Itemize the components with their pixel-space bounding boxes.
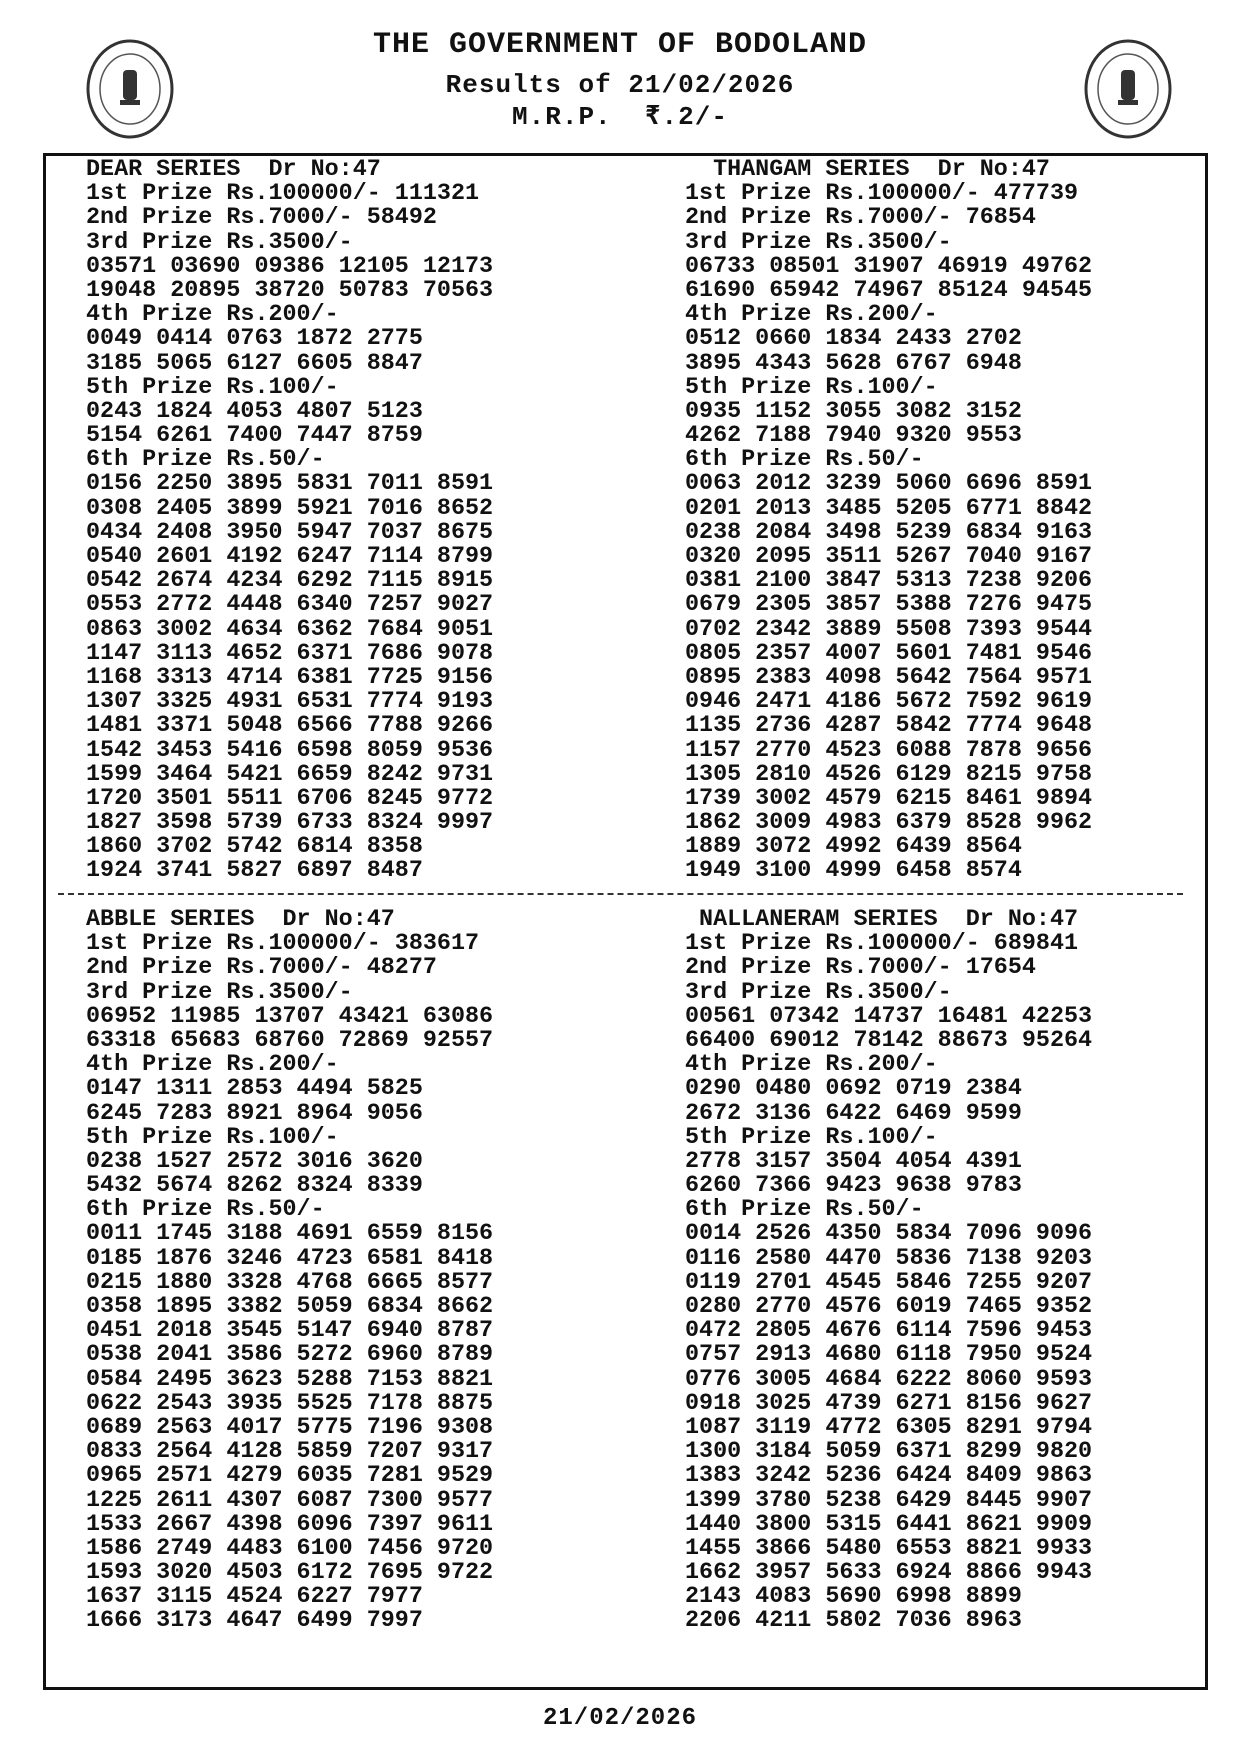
winning-numbers-row: 0553 2772 4448 6340 7257 9027 bbox=[86, 592, 494, 619]
prize-heading: 2nd Prize Rs.7000/- 48277 bbox=[86, 955, 437, 982]
winning-numbers-row: 4262 7188 7940 9320 9553 bbox=[685, 423, 1022, 450]
winning-numbers-row: 0946 2471 4186 5672 7592 9619 bbox=[685, 689, 1093, 716]
prize-heading: 1st Prize Rs.100000/- 111321 bbox=[86, 181, 480, 208]
winning-numbers-row: 5432 5674 8262 8324 8339 bbox=[86, 1173, 423, 1200]
winning-numbers-row: 0290 0480 0692 0719 2384 bbox=[685, 1076, 1022, 1103]
winning-numbers-row: 1300 3184 5059 6371 8299 9820 bbox=[685, 1439, 1093, 1466]
prize-heading: 3rd Prize Rs.3500/- bbox=[86, 229, 353, 256]
winning-numbers-row: 0381 2100 3847 5313 7238 9206 bbox=[685, 568, 1093, 595]
winning-numbers-row: 0540 2601 4192 6247 7114 8799 bbox=[86, 544, 494, 570]
prize-heading: 4th Prize Rs.200/- bbox=[685, 1052, 938, 1079]
winning-numbers-row: 3895 4343 5628 6767 6948 bbox=[685, 350, 1022, 377]
winning-numbers-row: 1666 3173 4647 6499 7997 bbox=[86, 1608, 423, 1635]
winning-numbers-row: 1307 3325 4931 6531 7774 9193 bbox=[86, 689, 494, 716]
series-header: NALLANERAM SERIES Dr No:47 bbox=[685, 907, 1079, 933]
winning-numbers-row: 0689 2563 4017 5775 7196 9308 bbox=[86, 1414, 494, 1441]
divider bbox=[58, 893, 1183, 895]
winning-numbers-row: 1542 3453 5416 6598 8059 9536 bbox=[86, 737, 494, 764]
prize-heading: 5th Prize Rs.100/- bbox=[86, 374, 339, 401]
winning-numbers-row: 0542 2674 4234 6292 7115 8915 bbox=[86, 568, 494, 595]
winning-numbers-row: 1599 3464 5421 6659 8242 9731 bbox=[86, 761, 494, 788]
winning-numbers-row: 0185 1876 3246 4723 6581 8418 bbox=[86, 1245, 494, 1272]
winning-numbers-row: 2143 4083 5690 6998 8899 bbox=[685, 1584, 1022, 1611]
series-block-nallaneram bbox=[685, 908, 1092, 1634]
winning-numbers-row: 0935 1152 3055 3082 3152 bbox=[685, 398, 1022, 425]
winning-numbers-row: 0238 2084 3498 5239 6834 9163 bbox=[685, 519, 1093, 546]
prize-heading: 6th Prize Rs.50/- bbox=[685, 447, 924, 474]
winning-numbers-row: 1440 3800 5315 6441 8621 9909 bbox=[685, 1511, 1093, 1538]
winning-numbers-row: 1924 3741 5827 6897 8487 bbox=[86, 858, 423, 885]
winning-numbers-row: 2778 3157 3504 4054 4391 bbox=[685, 1148, 1022, 1175]
winning-numbers-row: 06733 08501 31907 46919 49762 bbox=[685, 253, 1093, 280]
prize-heading: 1st Prize Rs.100000/- 477739 bbox=[685, 181, 1079, 208]
series-header: THANGAM SERIES Dr No:47 bbox=[685, 157, 1050, 183]
winning-numbers-row: 0472 2805 4676 6114 7596 9453 bbox=[685, 1318, 1093, 1345]
winning-numbers-row: 1481 3371 5048 6566 7788 9266 bbox=[86, 713, 494, 740]
winning-numbers-row: 0679 2305 3857 5388 7276 9475 bbox=[685, 592, 1093, 619]
winning-numbers-row: 0895 2383 4098 5642 7564 9571 bbox=[685, 664, 1093, 691]
winning-numbers-row: 1533 2667 4398 6096 7397 9611 bbox=[86, 1511, 494, 1538]
winning-numbers-row: 0918 3025 4739 6271 8156 9627 bbox=[685, 1390, 1093, 1417]
winning-numbers-row: 1739 3002 4579 6215 8461 9894 bbox=[685, 785, 1093, 812]
winning-numbers-row: 0238 1527 2572 3016 3620 bbox=[86, 1148, 423, 1175]
winning-numbers-row: 1455 3866 5480 6553 8821 9933 bbox=[685, 1535, 1093, 1562]
page-title: THE GOVERNMENT OF BODOLAND bbox=[372, 28, 868, 62]
prize-heading: 4th Prize Rs.200/- bbox=[86, 1052, 339, 1079]
prize-heading: 6th Prize Rs.50/- bbox=[685, 1197, 924, 1224]
prize-heading: 4th Prize Rs.200/- bbox=[86, 302, 339, 329]
prize-heading: 4th Prize Rs.200/- bbox=[685, 302, 938, 329]
winning-numbers-row: 1147 3113 4652 6371 7686 9078 bbox=[86, 640, 494, 667]
prize-heading: 1st Prize Rs.100000/- 383617 bbox=[86, 931, 480, 958]
winning-numbers-row: 0538 2041 3586 5272 6960 8789 bbox=[86, 1342, 494, 1369]
prize-heading: 6th Prize Rs.50/- bbox=[86, 447, 325, 474]
winning-numbers-row: 1135 2736 4287 5842 7774 9648 bbox=[685, 713, 1093, 740]
winning-numbers-row: 5154 6261 7400 7447 8759 bbox=[86, 423, 423, 450]
winning-numbers-row: 2672 3136 6422 6469 9599 bbox=[685, 1100, 1022, 1127]
winning-numbers-row: 2206 4211 5802 7036 8963 bbox=[685, 1608, 1022, 1635]
winning-numbers-row: 1399 3780 5238 6429 8445 9907 bbox=[685, 1487, 1093, 1514]
winning-numbers-row: 1827 3598 5739 6733 8324 9997 bbox=[86, 810, 494, 837]
winning-numbers-row: 0011 1745 3188 4691 6559 8156 bbox=[86, 1221, 494, 1248]
footer-date: 21/02/2026 bbox=[542, 1705, 698, 1732]
prize-heading: 3rd Prize Rs.3500/- bbox=[86, 979, 353, 1006]
winning-numbers-row: 0584 2495 3623 5288 7153 8821 bbox=[86, 1366, 494, 1393]
winning-numbers-row: 0451 2018 3545 5147 6940 8787 bbox=[86, 1318, 494, 1345]
prize-heading: 1st Prize Rs.100000/- 689841 bbox=[685, 931, 1079, 958]
winning-numbers-row: 1383 3242 5236 6424 8409 9863 bbox=[685, 1463, 1093, 1490]
series-header: DEAR SERIES Dr No:47 bbox=[86, 157, 381, 183]
series-block-abble bbox=[86, 908, 493, 1634]
winning-numbers-row: 1862 3009 4983 6379 8528 9962 bbox=[685, 810, 1093, 837]
winning-numbers-row: 0320 2095 3511 5267 7040 9167 bbox=[685, 544, 1093, 570]
winning-numbers-row: 1889 3072 4992 6439 8564 bbox=[685, 834, 1022, 861]
series-block-dear bbox=[86, 158, 493, 884]
winning-numbers-row: 0965 2571 4279 6035 7281 9529 bbox=[86, 1463, 494, 1490]
winning-numbers-row: 0243 1824 4053 4807 5123 bbox=[86, 398, 423, 425]
winning-numbers-row: 0049 0414 0763 1872 2775 bbox=[86, 326, 423, 353]
series-header: ABBLE SERIES Dr No:47 bbox=[86, 907, 395, 933]
winning-numbers-row: 1720 3501 5511 6706 8245 9772 bbox=[86, 785, 494, 812]
winning-numbers-row: 0308 2405 3899 5921 7016 8652 bbox=[86, 495, 494, 522]
winning-numbers-row: 0201 2013 3485 5205 6771 8842 bbox=[685, 495, 1093, 522]
winning-numbers-row: 66400 69012 78142 88673 95264 bbox=[685, 1027, 1093, 1054]
winning-numbers-row: 0805 2357 4007 5601 7481 9546 bbox=[685, 640, 1093, 667]
winning-numbers-row: 0358 1895 3382 5059 6834 8662 bbox=[86, 1294, 494, 1320]
winning-numbers-row: 0156 2250 3895 5831 7011 8591 bbox=[86, 471, 494, 498]
winning-numbers-row: 06952 11985 13707 43421 63086 bbox=[86, 1003, 494, 1030]
prize-heading: 6th Prize Rs.50/- bbox=[86, 1197, 325, 1224]
series-block-thangam bbox=[685, 158, 1092, 884]
winning-numbers-row: 1305 2810 4526 6129 8215 9758 bbox=[685, 761, 1093, 788]
winning-numbers-row: 0833 2564 4128 5859 7207 9317 bbox=[86, 1439, 494, 1466]
winning-numbers-row: 0757 2913 4680 6118 7950 9524 bbox=[685, 1342, 1093, 1369]
winning-numbers-row: 1593 3020 4503 6172 7695 9722 bbox=[86, 1560, 494, 1587]
winning-numbers-row: 0119 2701 4545 5846 7255 9207 bbox=[685, 1269, 1093, 1296]
winning-numbers-row: 00561 07342 14737 16481 42253 bbox=[685, 1003, 1093, 1030]
prize-heading: 5th Prize Rs.100/- bbox=[685, 1124, 938, 1151]
prize-heading: 2nd Prize Rs.7000/- 58492 bbox=[86, 205, 437, 232]
winning-numbers-row: 0116 2580 4470 5836 7138 9203 bbox=[685, 1245, 1093, 1272]
prize-heading: 5th Prize Rs.100/- bbox=[86, 1124, 339, 1151]
winning-numbers-row: 6260 7366 9423 9638 9783 bbox=[685, 1173, 1022, 1200]
winning-numbers-row: 3185 5065 6127 6605 8847 bbox=[86, 350, 423, 377]
winning-numbers-row: 6245 7283 8921 8964 9056 bbox=[86, 1100, 423, 1127]
winning-numbers-row: 03571 03690 09386 12105 12173 bbox=[86, 253, 494, 280]
prize-heading: 3rd Prize Rs.3500/- bbox=[685, 229, 952, 256]
winning-numbers-row: 61690 65942 74967 85124 94545 bbox=[685, 277, 1093, 304]
winning-numbers-row: 1225 2611 4307 6087 7300 9577 bbox=[86, 1487, 494, 1514]
winning-numbers-row: 0280 2770 4576 6019 7465 9352 bbox=[685, 1294, 1093, 1320]
winning-numbers-row: 0014 2526 4350 5834 7096 9096 bbox=[685, 1221, 1093, 1248]
prize-heading: 2nd Prize Rs.7000/- 17654 bbox=[685, 955, 1036, 982]
winning-numbers-row: 63318 65683 68760 72869 92557 bbox=[86, 1027, 494, 1054]
winning-numbers-row: 1949 3100 4999 6458 8574 bbox=[685, 858, 1022, 885]
prize-heading: 2nd Prize Rs.7000/- 76854 bbox=[685, 205, 1036, 232]
winning-numbers-row: 0215 1880 3328 4768 6665 8577 bbox=[86, 1269, 494, 1296]
winning-numbers-row: 0147 1311 2853 4494 5825 bbox=[86, 1076, 423, 1103]
winning-numbers-row: 1087 3119 4772 6305 8291 9794 bbox=[685, 1414, 1093, 1441]
winning-numbers-row: 1637 3115 4524 6227 7977 bbox=[86, 1584, 423, 1611]
winning-numbers-row: 1586 2749 4483 6100 7456 9720 bbox=[86, 1535, 494, 1562]
winning-numbers-row: 0434 2408 3950 5947 7037 8675 bbox=[86, 519, 494, 546]
winning-numbers-row: 1157 2770 4523 6088 7878 9656 bbox=[685, 737, 1093, 764]
winning-numbers-row: 0776 3005 4684 6222 8060 9593 bbox=[685, 1366, 1093, 1393]
winning-numbers-row: 0622 2543 3935 5525 7178 8875 bbox=[86, 1390, 494, 1417]
prize-heading: 5th Prize Rs.100/- bbox=[685, 374, 938, 401]
winning-numbers-row: 0063 2012 3239 5060 6696 8591 bbox=[685, 471, 1093, 498]
winning-numbers-row: 0863 3002 4634 6362 7684 9051 bbox=[86, 616, 494, 643]
results-date: Results of 21/02/2026 bbox=[445, 70, 795, 100]
winning-numbers-row: 0512 0660 1834 2433 2702 bbox=[685, 326, 1022, 353]
winning-numbers-row: 1662 3957 5633 6924 8866 9943 bbox=[685, 1560, 1093, 1587]
winning-numbers-row: 19048 20895 38720 50783 70563 bbox=[86, 277, 494, 304]
winning-numbers-row: 1860 3702 5742 6814 8358 bbox=[86, 834, 423, 861]
winning-numbers-row: 0702 2342 3889 5508 7393 9544 bbox=[685, 616, 1093, 643]
mrp-price: M.R.P. ₹.2/- bbox=[512, 102, 728, 132]
winning-numbers-row: 1168 3313 4714 6381 7725 9156 bbox=[86, 664, 494, 691]
prize-heading: 3rd Prize Rs.3500/- bbox=[685, 979, 952, 1006]
